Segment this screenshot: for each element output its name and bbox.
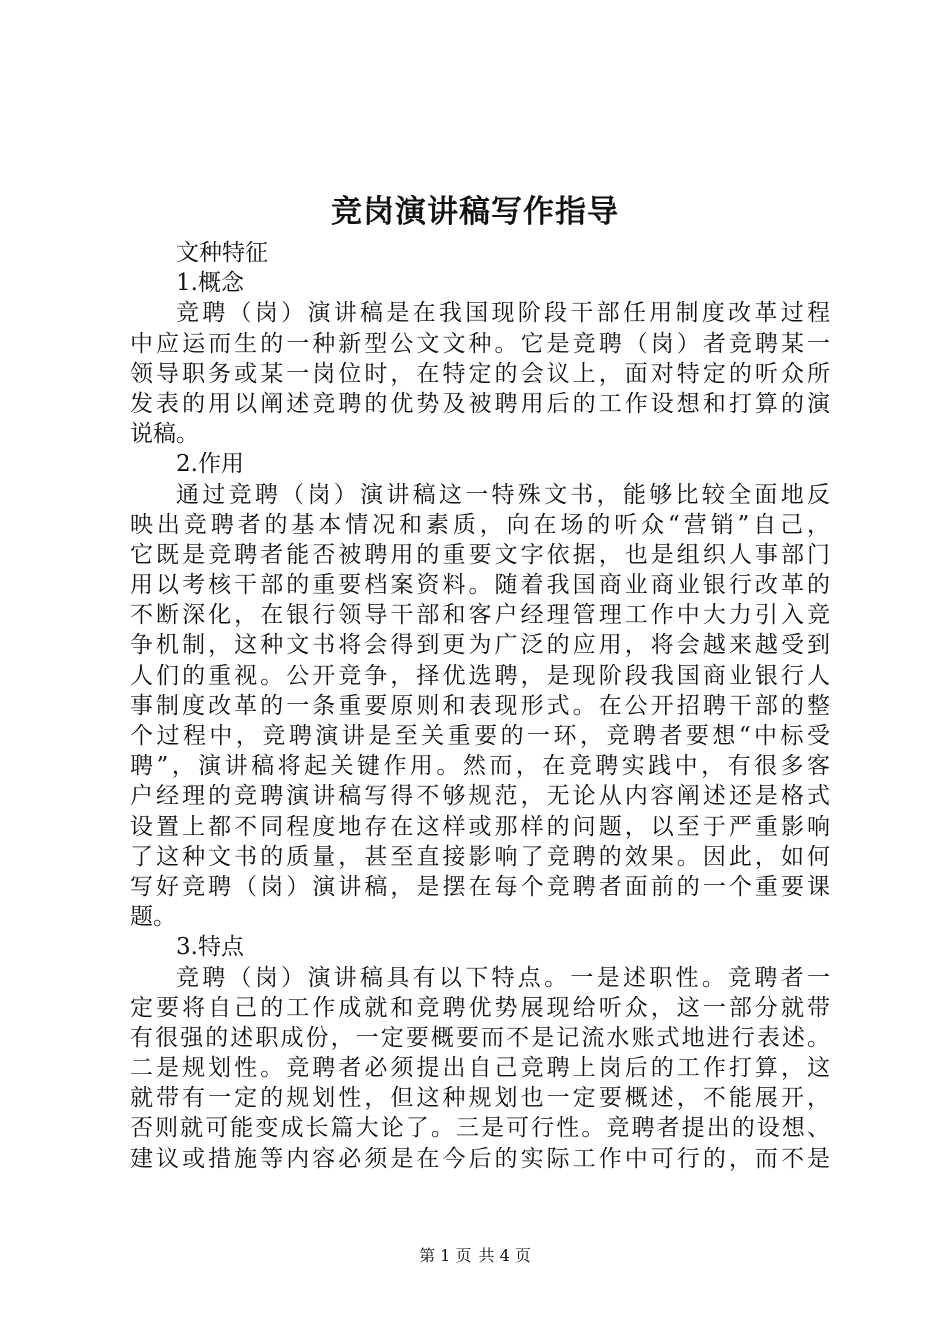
page-number: 第 1 页 [419,1246,472,1265]
text-line: 通过竞聘（岗）演讲稿这一特殊文书，能够比较全面地反 [176,481,830,508]
document-body [130,238,830,1174]
text-line: 中应运而生的一种新型公文文种。它是竞聘（岗）者竞聘某一 [130,330,830,357]
text-line: 个过程中，竞聘演讲是至关重要的一环，竞聘者要想“中标受 [130,723,830,749]
text-line: 说稿。 [130,421,199,448]
text-line: 人们的重视。公开竞争，择优选聘，是现阶段我国商业银行人 [130,662,830,689]
text-line: 聘”，演讲稿将起关键作用。然而，在竞聘实践中，有很多客 [130,753,830,780]
text-line: 建议或措施等内容必须是在今后的实际工作中可行的，而不是 [130,1145,830,1172]
text-line: 事制度改革的一条重要原则和表现形式。在公开招聘干部的整 [130,692,830,719]
page-total: 共 4 页 [478,1246,531,1265]
text-line: 它既是竞聘者能否被聘用的重要文字依据，也是组织人事部门 [130,541,830,568]
text-line: 了这种文书的质量，甚至直接影响了竞聘的效果。因此，如何 [130,843,830,870]
text-line: 1.概念 [176,270,244,297]
page-footer [0,1243,950,1266]
text-line: 领导职务或某一岗位时，在特定的会议上，面对特定的听众所 [130,360,830,387]
text-line: 争机制，这种文书将会得到更为广泛的应用，将会越来越受到 [130,632,830,659]
text-line: 用以考核干部的重要档案资料。随着我国商业商业银行改革的 [130,572,830,599]
text-line: 定要将自己的工作成就和竞聘优势展现给听众，这一部分就带 [130,994,830,1021]
text-line: 户经理的竞聘演讲稿写得不够规范，无论从内容阐述还是格式 [130,783,830,810]
text-line: 写好竞聘（岗）演讲稿，是摆在每个竞聘者面前的一个重要课 [130,873,830,900]
text-line: 设置上都不同程度地存在这样或那样的问题，以至于严重影响 [130,813,830,840]
text-line: 有很强的述职成份，一定要概要而不是记流水账式地进行表述。 [130,1024,830,1051]
text-line: 竞聘（岗）演讲稿具有以下特点。一是述职性。竞聘者一 [176,964,830,991]
text-line: 文种特征 [176,240,268,266]
text-line: 就带有一定的规划性，但这种规划也一定要概述，不能展开， [130,1085,830,1112]
text-line: 否则就可能变成长篇大论了。三是可行性。竞聘者提出的设想、 [130,1115,830,1142]
text-line: 二是规划性。竞聘者必须提出自己竞聘上岗后的工作打算，这 [130,1055,830,1082]
text-line: 映出竞聘者的基本情况和素质，向在场的听众“营销”自己， [130,511,830,538]
text-line: 发表的用以阐述竞聘的优势及被聘用后的工作设想和打算的演 [130,390,830,417]
text-line: 题。 [130,904,176,931]
text-line: 不断深化，在银行领导干部和客户经理管理工作中大力引入竞 [130,602,830,629]
text-line: 3.特点 [176,934,244,961]
document-title: 竞岗演讲稿写作指导 [331,194,619,230]
text-line: 2.作用 [176,451,244,478]
text-line: 竞聘（岗）演讲稿是在我国现阶段干部任用制度改革过程 [176,300,830,327]
